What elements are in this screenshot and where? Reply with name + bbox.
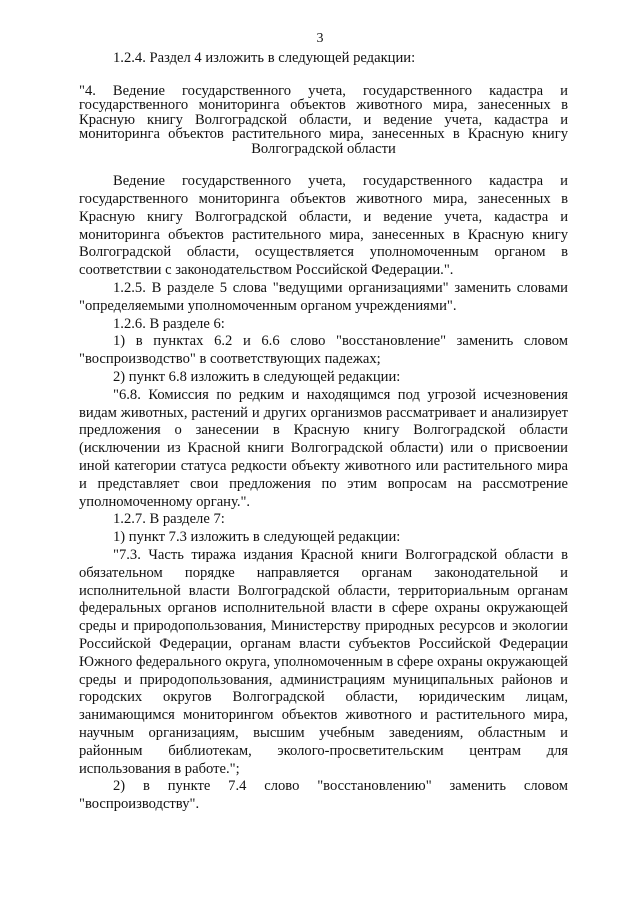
section-4-title: "4. Ведение государственного учета, государственного кадастра и государственного мониторинга объектов животного мира, занесенных в Красную книгу Волгоградской области, и ведение учета, кадастра и мониторинга объектов растительного мира, занесенных в Красную книгу Волгоградской области bbox=[79, 82, 568, 157]
paragraph-section-4-body: Ведение государственного учета, государственного кадастра и государственного мониторинга объектов животного мира, занесенных в Красную книгу Волгоградской области, и ведение учета, кадастра и мониторинга объектов растительного мира, занесенных в Красную книгу Волгоградской области, осуществляется уполномоченным органом в соответствии с законодательством Российской Федерации.". bbox=[79, 173, 568, 279]
paragraph-6-item-1: 1) в пунктах 6.2 и 6.6 слово "восстановление" заменить словом "воспроизводство" в соответствующих падежах; bbox=[79, 333, 568, 368]
spacer bbox=[79, 156, 568, 173]
paragraph-1-2-6: 1.2.6. В разделе 6: bbox=[113, 315, 225, 332]
paragraph-7-item-1: 1) пункт 7.3 изложить в следующей редакции: bbox=[113, 529, 401, 546]
paragraph-1-2-7: 1.2.7. В разделе 7: bbox=[113, 511, 225, 528]
page-number: 3 bbox=[316, 31, 324, 46]
paragraph-6-8-text: "6.8. Комиссия по редким и находящимся под угрозой исчезновения видам животных, растений и других организмов рассматривает и анализирует предложения о занесении в Красную книгу Волгоградской области (исключении из Красной книги Волгоградской области) или о присвоении иной категории статуса редкости объекту животного или растительного мира и представляет свои предложения по этим вопросам на рассмотрение уполномоченному органу.". bbox=[79, 386, 568, 510]
paragraph-6-item-2: 2) пункт 6.8 изложить в следующей редакции: bbox=[113, 369, 401, 386]
paragraph-7-3-text: "7.3. Часть тиража издания Красной книги Волгоградской области в обязательном порядке направляется органам законодательной и исполнительной власти Волгоградской области, территориальным органам федеральных органов исполнительной власти в сфере охраны окружающей среды и природопользования, Министерству природных ресурсов и экологии Российской Федерации, органам власти субъектов Российской Федерации Южного федерального округа, уполномоченным в сфере охраны окружающей среды и природопользования, администрациям муниципальных районов и городских округов Волгоградской области, юридическим лицам, занимающимся мониторингом объектов животного и растительного мира, научным организациям, высшим учебным заведениям, областным и районным библиотекам, эколого-просветительским центрам для использования в работе."; bbox=[79, 547, 568, 777]
paragraph-1-2-5: 1.2.5. В разделе 5 слова "ведущими организациями" заменить словами "определяемыми уполномоченным органом учреждениями". bbox=[79, 280, 568, 314]
paragraph-1-2-4: 1.2.4. Раздел 4 изложить в следующей редакции: bbox=[113, 50, 416, 66]
paragraph-7-item-2: 2) в пункте 7.4 слово "восстановлению" заменить словом "воспроизводству". bbox=[79, 778, 568, 813]
document-body bbox=[79, 50, 568, 814]
